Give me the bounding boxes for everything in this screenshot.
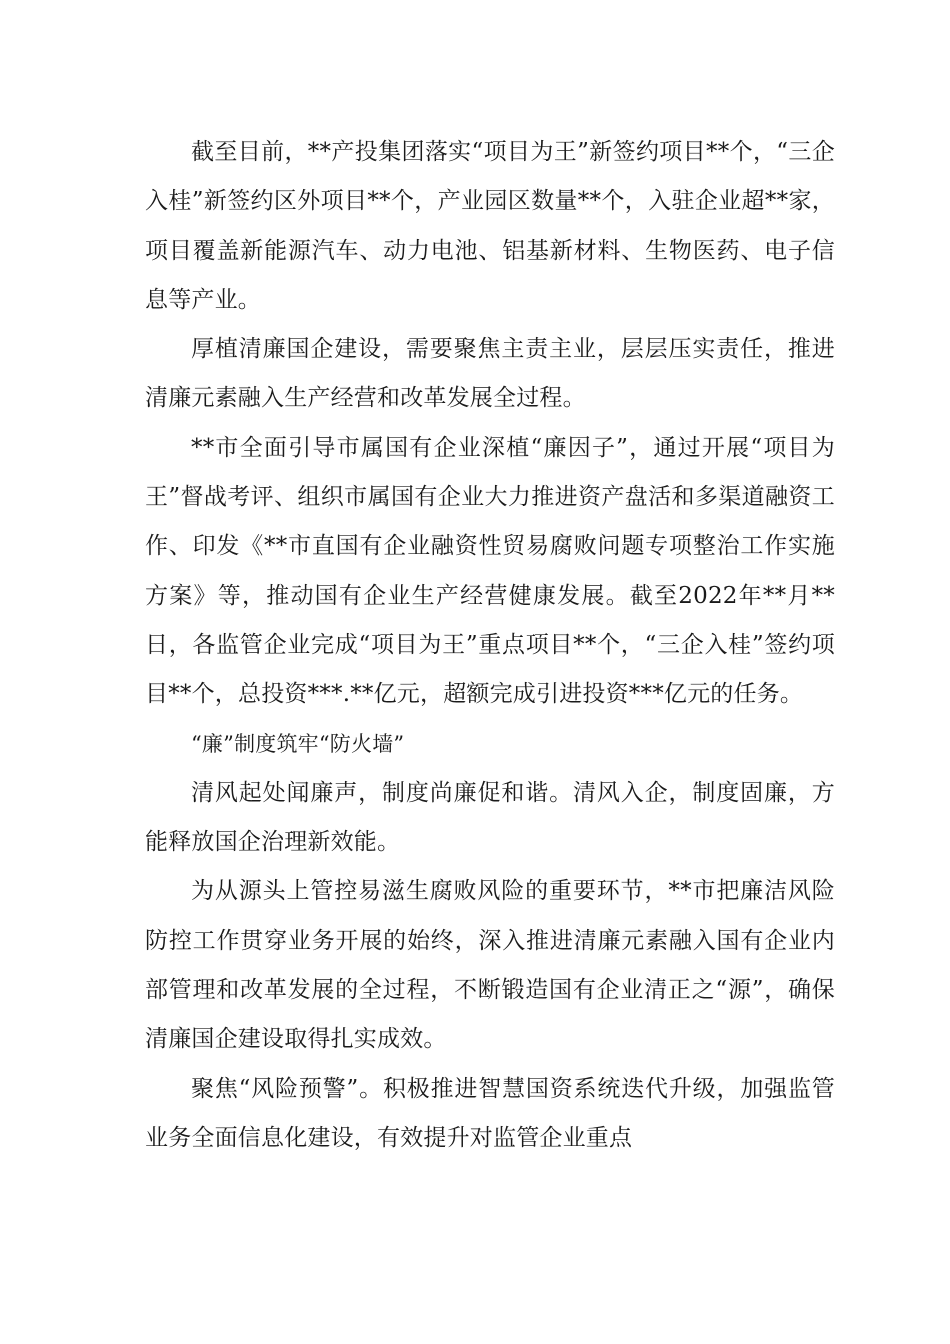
section-heading-firewall: “廉”制度筑牢“防火墙”: [191, 731, 405, 756]
paragraph-risk-control: 为从源头上管控易滋生腐败风险的重要环节，**市把廉洁风险防控工作贯穿业务开展的始终，深入推进清廉元素融入国有企业内部管理和改革发展的全过程，不断锻造国有企业清正之“源”，确保清廉国企建设取得扎实成效。: [145, 878, 835, 1053]
paragraph-clean-wind: 清风起处闻廉声，制度尚廉促和谐。清风入企，制度固廉，方能释放国企治理新效能。: [145, 779, 835, 856]
paragraph-risk-warning: 聚焦“风险预警”。积极推进智慧国资系统迭代升级，加强监管业务全面信息化建设，有效提升对监管企业重点: [145, 1075, 835, 1151]
paragraph-clean-soe-building: 厚植清廉国企建设，需要聚焦主责主业，层层压实责任，推进清廉元素融入生产经营和改革发展全过程。: [145, 336, 835, 412]
paragraph-project-summary: 截至目前，**产投集团落实“项目为王”新签约项目**个，“三企入桂”新签约区外项目**个，产业园区数量**个，入驻企业超**家，项目覆盖新能源汽车、动力电池、铝基新材料、生物医药、电子信息等产业。: [145, 139, 835, 313]
document-body: [145, 128, 835, 1163]
paragraph-city-guidance: **市全面引导市属国有企业深植“廉因子”，通过开展“项目为王”督战考评、组织市属国有企业大力推进资产盘活和多渠道融资工作、印发《**市直国有企业融资性贸易腐败问题专项整治工作实施方案》等，推动国有企业生产经营健康发展。截至2022年**月**日，各监管企业完成“项目为王”重点项目**个，“三企入桂”签约项目**个，总投资***.**亿元，超额完成引进投资***亿元的任务。: [145, 434, 835, 708]
